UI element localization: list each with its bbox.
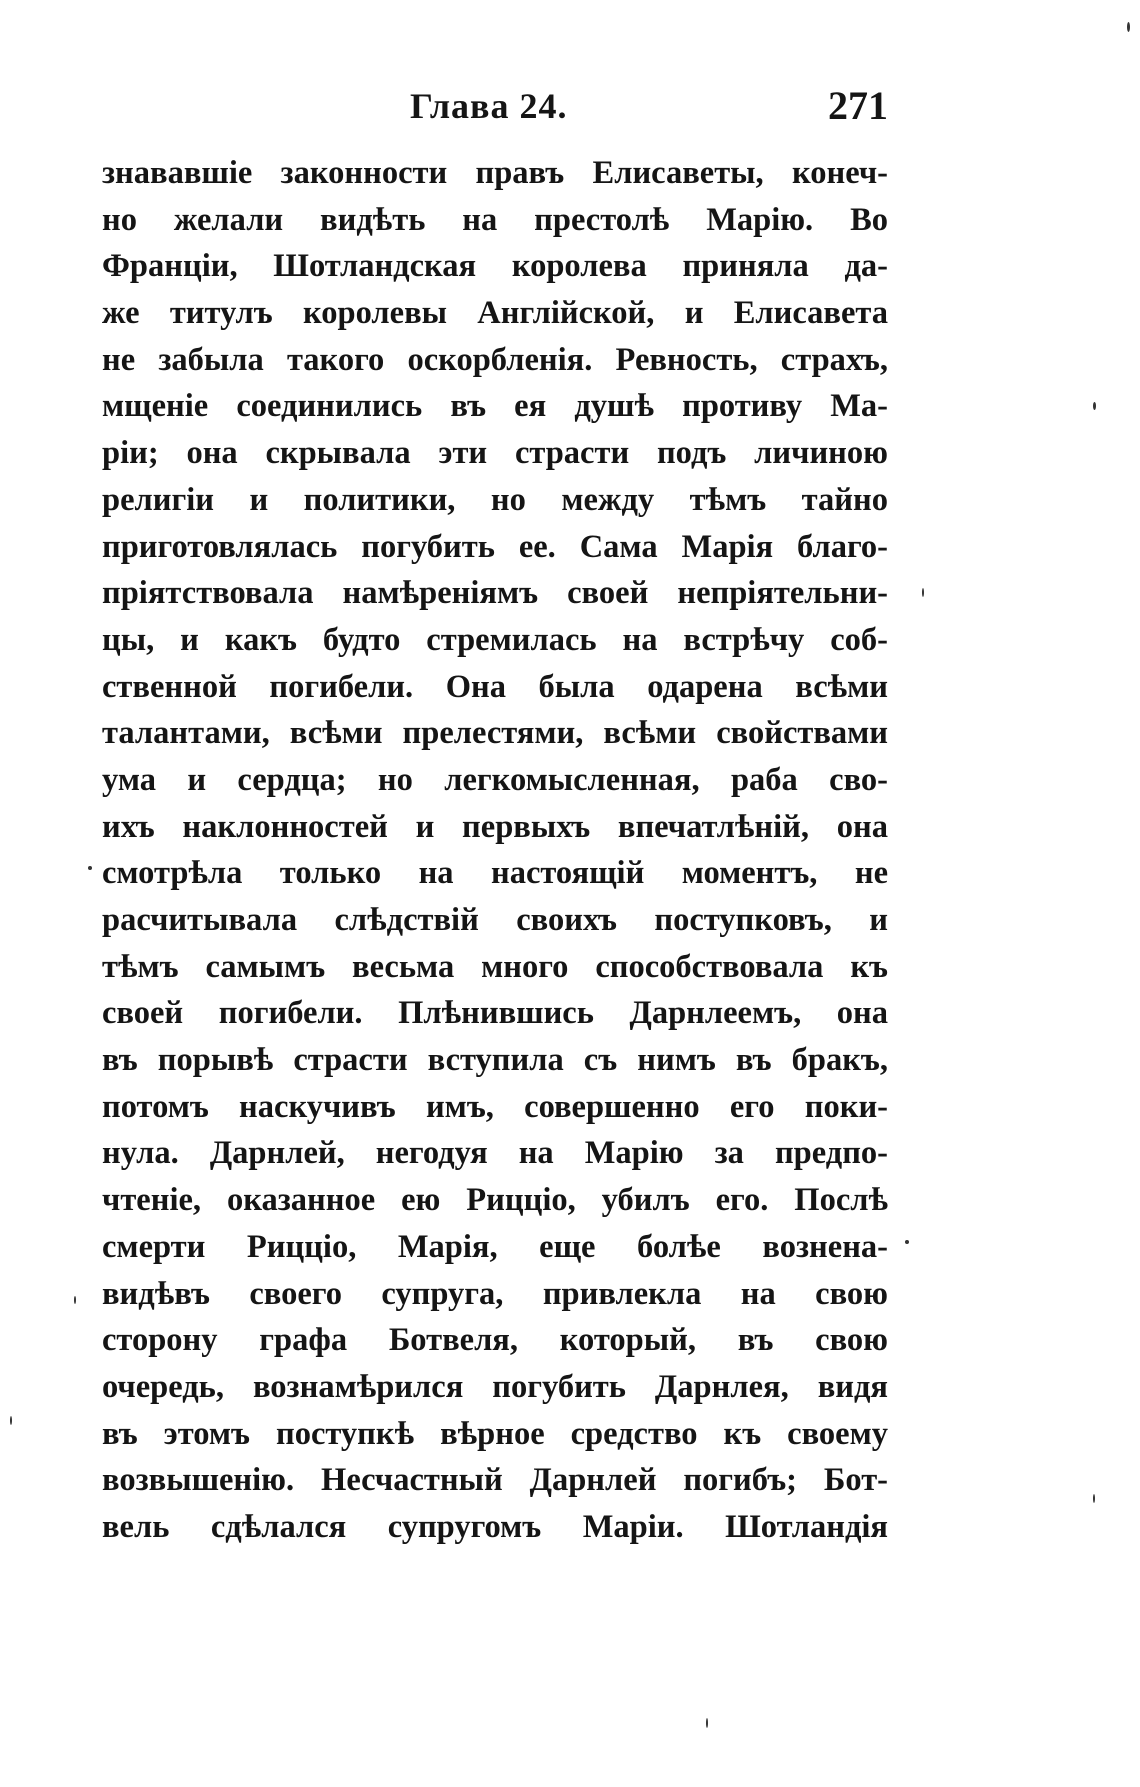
text-line: мщеніе соединились въ ея душѣ противу Ма-	[102, 388, 888, 425]
scan-speck	[74, 1296, 76, 1304]
scan-speck	[10, 1416, 12, 1425]
text-line: нула. Дарнлей, негодуя на Марію за предпо-	[102, 1135, 888, 1172]
text-line: видѣвъ своего супруга, привлекла на свою	[102, 1275, 888, 1312]
running-head	[102, 80, 888, 132]
text-line: тѣмъ самымъ весьма много способствовала къ	[102, 948, 888, 985]
text-line: сторону графа Ботвеля, который, въ свою	[102, 1322, 888, 1359]
text-line: пріятствовала намѣреніямъ своей непріятельни-	[102, 575, 888, 612]
text-line: ственной погибели. Она была одарена всѣми	[102, 668, 888, 705]
text-line: смотрѣла только на настоящій моментъ, не	[102, 855, 888, 892]
scan-speck	[1093, 1494, 1095, 1503]
text-line: цы, и какъ будто стремилась на встрѣчу соб-	[102, 621, 888, 658]
page-number: 271	[828, 83, 888, 128]
text-line: не забыла такого оскорбленія. Ревность, страхъ,	[102, 341, 888, 378]
text-line: очередь, вознамѣрился погубить Дарнлея, видя	[102, 1368, 888, 1405]
text-line: въ порывѣ страсти вступила съ нимъ въ бракъ,	[102, 1042, 888, 1079]
chapter-title: Глава 24.	[410, 86, 568, 126]
scan-speck	[905, 1240, 909, 1244]
text-line: ума и сердца; но легкомысленная, раба сво-	[102, 761, 888, 798]
scan-speck	[1093, 402, 1096, 410]
text-line: смерти Рицціо, Марія, еще болѣе вознена-	[102, 1228, 888, 1265]
text-line: потомъ наскучивъ имъ, совершенно его поки-	[102, 1088, 888, 1125]
text-line: талантами, всѣми прелестями, всѣми свойствами	[102, 715, 888, 752]
scan-speck	[1127, 22, 1130, 32]
scan-speck	[88, 866, 92, 870]
text-line: своей погибели. Плѣнившись Дарнлеемъ, она	[102, 995, 888, 1032]
text-line: вель сдѣлался супругомъ Маріи. Шотландія	[102, 1508, 888, 1545]
scan-speck	[922, 588, 924, 597]
text-line: знававшіе законности правъ Елисаветы, конеч-	[102, 155, 888, 191]
text-line: приготовлялась погубить ее. Сама Марія благо-	[102, 528, 888, 565]
text-line: расчитывала слѣдствій своихъ поступковъ, и	[102, 902, 888, 938]
text-line: же титулъ королевы Англійской, и Елисавета	[102, 295, 888, 332]
body-text	[102, 150, 888, 1551]
text-line: въ этомъ поступкѣ вѣрное средство къ своему	[102, 1415, 888, 1452]
text-line: Франціи, Шотландская королева приняла да-	[102, 248, 888, 285]
text-line: ріи; она скрывала эти страсти подъ личиною	[102, 435, 888, 472]
text-line: возвышенію. Несчастный Дарнлей погибъ; Бот-	[102, 1462, 888, 1499]
text-line: но желали видѣть на престолѣ Марію. Во	[102, 201, 888, 238]
text-line: чтеніе, оказанное ею Рицціо, убилъ его. Послѣ	[102, 1182, 888, 1219]
text-line: религіи и политики, но между тѣмъ тайно	[102, 481, 888, 518]
scan-speck	[706, 1718, 708, 1728]
text-line: ихъ наклонностей и первыхъ впечатлѣній, она	[102, 808, 888, 845]
